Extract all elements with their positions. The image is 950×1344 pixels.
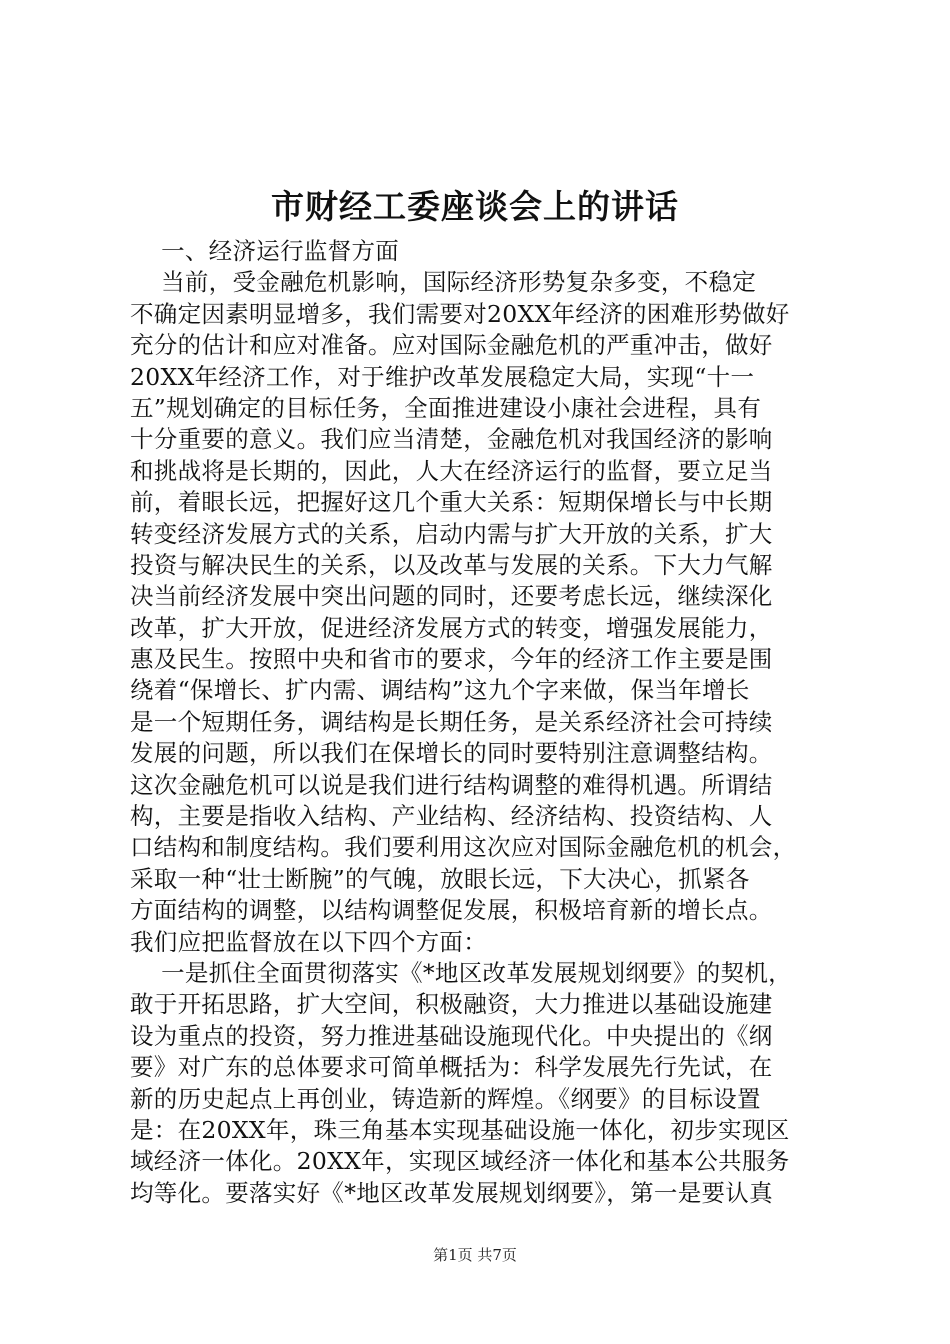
body-line: 决当前经济发展中突出问题的同时，还要考虑长远，继续深化 [130, 582, 773, 611]
body-line: 转变经济发展方式的关系，启动内需与扩大开放的关系，扩大 [130, 519, 773, 548]
body-line: 我们应把监督放在以下四个方面： [130, 927, 487, 956]
body-line: 方面结构的调整，以结构调整促发展，积极培育新的增长点。 [130, 896, 773, 925]
body-line: 一是抓住全面贯彻落实《*地区改革发展规划纲要》的契机， [130, 958, 792, 987]
body-line: 构，主要是指收入结构、产业结构、经济结构、投资结构、人 [130, 802, 773, 831]
body-line: 敢于开拓思路，扩大空间，积极融资，大力推进以基础设施建 [130, 990, 773, 1019]
body-line: 这次金融危机可以说是我们进行结构调整的难得机遇。所谓结 [130, 770, 773, 799]
body-line: 五”规划确定的目标任务，全面推进建设小康社会进程，具有 [130, 393, 762, 422]
body-line: 改革，扩大开放，促进经济发展方式的转变，增强发展能力， [130, 613, 773, 642]
body-line: 均等化。要落实好《*地区改革发展规划纲要》，第一是要认真 [130, 1178, 773, 1207]
body-line: 充分的估计和应对准备。应对国际金融危机的严重冲击，做好 [130, 331, 773, 360]
body-line: 发展的问题，所以我们在保增长的同时要特别注意调整结构。 [130, 739, 773, 768]
body-line: 当前，受金融危机影响，国际经济形势复杂多变，不稳定 [130, 268, 757, 297]
body-line: 是一个短期任务，调结构是长期任务，是关系经济社会可持续 [130, 707, 773, 736]
body-line: 是：在20XX年，珠三角基本实现基础设施一体化，初步实现区 [130, 1115, 790, 1144]
body-line: 新的历史起点上再创业，铸造新的辉煌。《纲要》的目标设置 [130, 1084, 761, 1113]
document-title: 市财经工委座谈会上的讲话 [271, 187, 679, 226]
body-line: 十分重要的意义。我们应当清楚，金融危机对我国经济的影响 [130, 425, 773, 454]
body-line: 20XX年经济工作，对于维护改革发展稳定大局，实现“十一 [130, 362, 755, 391]
body-line: 口结构和制度结构。我们要利用这次应对国际金融危机的机会， [130, 833, 797, 862]
body-line: 不确定因素明显增多，我们需要对20XX年经济的困难形势做好 [130, 299, 790, 328]
document-body [130, 236, 830, 1209]
body-line: 一、经济运行监督方面 [130, 237, 400, 265]
body-line: 采取一种“壮士断腕”的气魄，放眼长远，下大决心，抓紧各 [130, 864, 750, 893]
page-footer: 第1页 共7页 [433, 1246, 517, 1264]
body-line: 域经济一体化。20XX年，实现区域经济一体化和基本公共服务 [130, 1147, 790, 1176]
body-line: 和挑战将是长期的，因此，人大在经济运行的监督，要立足当 [130, 456, 773, 485]
body-line: 惠及民生。按照中央和省市的要求，今年的经济工作主要是围 [130, 645, 773, 674]
body-line: 要》对广东的总体要求可简单概括为：科学发展先行先试，在 [130, 1053, 773, 1082]
body-line: 投资与解决民生的关系，以及改革与发展的关系。下大力气解 [130, 550, 773, 579]
body-line: 绕着“保增长、扩内需、调结构”这九个字来做，保当年增长 [130, 676, 750, 705]
body-line: 设为重点的投资，努力推进基础设施现代化。中央提出的《纲 [130, 1021, 773, 1050]
body-line: 前，着眼长远，把握好这几个重大关系：短期保增长与中长期 [130, 488, 773, 517]
